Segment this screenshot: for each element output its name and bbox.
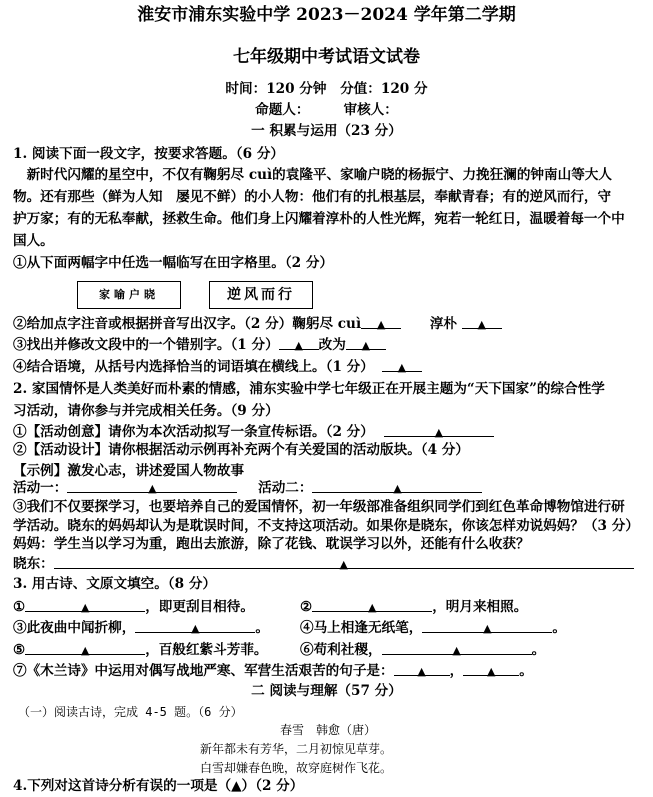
answer-blank[interactable] [463,660,519,676]
q3-b5-pre: ⑤ [13,642,26,658]
blank-mark-icon: ▲ [367,601,377,614]
blank-mark-icon: ▲ [339,558,349,571]
q1-sub2-text-b: 淳朴 [429,316,458,332]
q1-passage-line: 护万家；有的无私奉献，拯救生命。他们身上闪耀着淳朴的人性光辉，宛若一轮红日，温暖着每一个中 [13,211,625,227]
q3-b1-pre: ① [13,599,26,615]
q3-b7-pre: ⑦《木兰诗》中运用对偶写战地严寒、军营生活艰苦的句子是： [13,663,394,679]
blank-mark-icon: ▲ [477,318,486,331]
q1-sub3-text: ③找出并修改文段中的一个错别字。（1 分） [13,337,279,353]
q2-sub3-line: 学活动。晓东的妈妈却认为是耽误时间，不支持这项活动。如果你是晓东，你该怎样劝说妈妈？（3 分） [13,518,639,534]
answer-blank[interactable] [312,596,432,612]
q2-stem-line: 2. 家国情怀是人类美好而朴素的情感，浦东实验中学七年级正在开展主题为“天下国家”的综合性学 [13,381,605,397]
answer-blank[interactable] [422,617,552,633]
q3-b3-post: 。 [255,620,269,636]
q2-sub1-text: ①【活动创意】请你为本次活动拟写一条宣传标语。（2 分） [13,424,374,440]
q3-b6-post: 。 [531,642,546,658]
blank-mark-icon: ▲ [434,426,444,439]
q3-row3 [13,639,639,661]
q1-sub2-text: ②给加点字注音或根据拼音写出汉字。（2 分）鞠躬尽 cuì [13,316,362,332]
answer-blank[interactable] [394,660,450,676]
q3-b5-post: ，百般红紫斗芳菲。 [145,642,268,658]
poem-line-2: 白雪却嫌春色晚，故穿庭树作飞花。 [200,761,393,775]
answer-blank[interactable] [67,477,237,493]
q1-sub1: ①从下面两幅字中任选一幅临写在田字格里。（2 分） [13,255,334,271]
blank-mark-icon: ▲ [80,601,90,614]
calligraphy-box-2: 逆风而行 [209,281,313,309]
time-score: 时间：120 分钟 分值：120 分 [225,81,428,97]
poem-line-1: 新年都未有芳华，二月初惊见草芽。 [200,742,393,756]
blank-mark-icon: ▲ [393,482,402,495]
section2-heading: 二 阅读与理解（57 分） [251,683,402,699]
q3-row1 [13,596,639,618]
q3-b2-post: ，明月来相照。 [432,599,528,615]
q1-sub4 [13,356,639,378]
blank-mark-icon: ▲ [417,665,426,678]
q2-sub3-line: 妈妈：学生当以学习为重，跑出去旅游，除了花钱、耽误学习以外，还能有什么收获？ [13,536,530,552]
answer-blank[interactable] [346,334,386,350]
answer-blank[interactable] [25,596,145,612]
q3-row4 [13,660,639,682]
q1-passage-line: 国人。 [13,233,54,249]
answer-blank[interactable] [54,553,634,569]
exam-title: 七年级期中考试语文试卷 [233,47,420,67]
q1-sub3-text-b: 改为 [318,337,346,353]
q3-row2 [13,617,639,639]
blank-mark-icon: ▲ [191,622,200,635]
activity2-label: 活动二： [258,480,313,496]
q3-stem: 3. 用古诗、文原文填空。（8 分） [13,576,217,592]
q2-sub2: ②【活动设计】请你根据活动示例再补充两个有关爱国的活动版块。（4 分） [13,442,469,458]
answer-blank[interactable] [382,356,422,372]
q3-b4-pre: ④马上相逢无纸笔， [300,620,423,636]
q2-example: 【示例】激发心志，讲述爱国人物故事 [13,463,245,479]
q1-passage-line: 新时代闪耀的星空中，不仅有鞠躬尽 cuì的袁隆平、家喻户晓的杨振宁、力挽狂澜的钟南山等大人 [13,167,612,183]
q3-b3-pre: ③此夜曲中闻折柳， [13,620,136,636]
q4-stem: 4.下列对这首诗分析有误的一项是（▲）（2 分） [13,778,304,794]
q1-sub3 [13,334,639,356]
q1-stem: 1. 阅读下面一段文字，按要求答题。（6 分） [13,146,285,162]
poem-title: 春雪 韩愈（唐） [280,723,377,737]
q1-passage-line: 物。还有那些（鲜为人知 屡见不鲜）的小人物：他们有的扎根基层，奉献青春；有的逆风而行，守 [13,189,612,205]
answer-blank[interactable] [382,639,532,655]
answer-blank[interactable] [462,313,502,329]
blank-mark-icon: ▲ [397,361,407,374]
q2-xiaodong [13,553,639,575]
activity1-label: 活动一： [13,480,68,496]
q2-stem-line: 习活动，请你参与并完成相关任务。（9 分） [13,403,279,419]
answer-blank[interactable] [279,334,319,350]
q3-b2-pre: ② [300,599,313,615]
blank-mark-icon: ▲ [294,339,303,352]
xiaodong-label: 晓东： [13,556,54,572]
q3-b1-post: ，即更刮目相待。 [145,599,254,615]
blank-mark-icon: ▲ [452,644,461,657]
answer-blank[interactable] [25,639,145,655]
blank-mark-icon: ▲ [361,339,371,352]
section2-part1: （一）阅读古诗，完成 4-5 题。（6 分） [18,705,243,719]
blank-mark-icon: ▲ [483,622,492,635]
answer-blank[interactable] [312,477,482,493]
q3-b4-post: 。 [552,620,566,636]
school-term-title: 淮安市浦东实验中学 2023－2024 学年第二学期 [137,5,516,25]
blank-mark-icon: ▲ [486,665,496,678]
answer-blank[interactable] [361,313,401,329]
answer-blank[interactable] [384,421,494,437]
calligraphy-box-1: 家喻户晓 [77,281,181,309]
q1-sub2 [13,313,639,335]
q2-sub3-line: ③我们不仅要探学习，也要培养自己的爱国情怀，初一年级部准备组织同学们到红色革命博物馆进行研 [13,499,625,515]
blank-mark-icon: ▲ [80,644,90,657]
q3-b7-mid: ， [449,663,464,679]
q3-b6-pre: ⑥苟利社稷， [300,642,382,658]
q1-sub4-text: ④结合语境，从括号内选择恰当的词语填在横线上。（1 分） [13,359,374,375]
setter-checker: 命题人： 审核人： [255,102,398,118]
q3-b7-post: 。 [519,663,533,679]
section1-heading: 一 积累与运用（23 分） [251,123,402,139]
blank-mark-icon: ▲ [148,482,157,495]
blank-mark-icon: ▲ [376,318,386,331]
answer-blank[interactable] [135,617,255,633]
